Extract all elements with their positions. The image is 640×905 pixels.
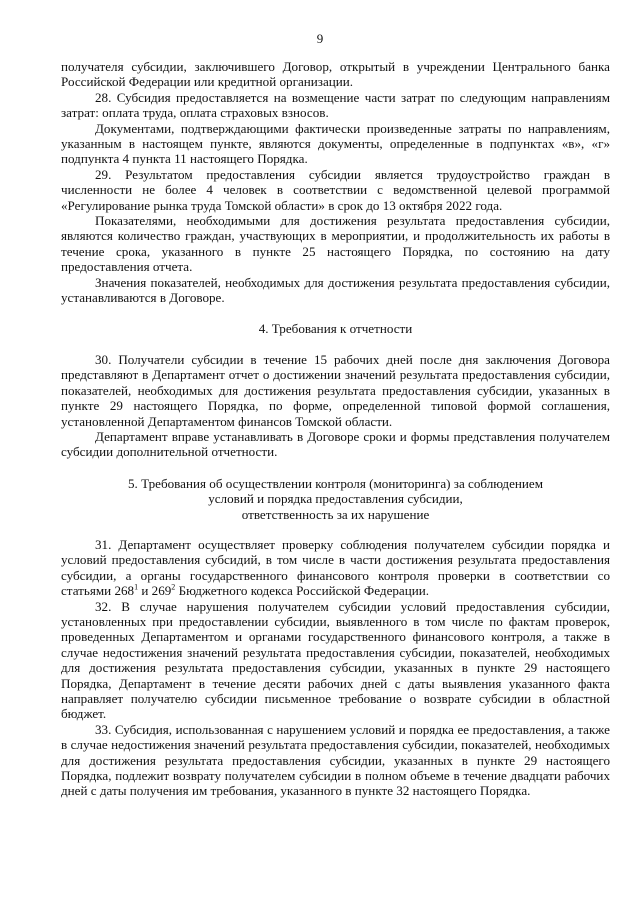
paragraph-31	[61, 537, 610, 599]
paragraph-33: 33. Субсидия, использованная с нарушением условий и порядка ее предоставления, а также в случае недостижения значений результата предоставления субсидии, показателей, необходимых для достижения результата предоставления субсидии, указанных в пункте 29 настоящего Порядка, подлежит возврату получателем субсидии в полном объеме в течение двадцати рабочих дней с даты получения им требования, указанного в пункте 32 настоящего Порядка.	[61, 721, 610, 799]
paragraph-31-text: 31. Департамент осуществляет проверку соблюдения получателем субсидии порядка и условий предоставления субсидий, в том числе в части достижения результата предоставления субсидии, а органы государственного финансового контроля проверки в соответствии со статьями 268	[61, 536, 610, 599]
paragraph-32: 32. В случае нарушения получателем субсидии условий предоставления субсидии, установленных при предоставлении субсидии, выявленного в том числе по фактам проверок, проведенных Департаментом и органами государственного финансового контроля, а также в случае недостижения значений результата предоставления субсидии, показателей, необходимых для достижения результата предоставления субсидии, указанных в пункте 29 настоящего Порядка, Департамент в течение десяти рабочих дней с даты выявления указанного факта направляет получателю субсидии письменное требование о возврате субсидии в областной бюджет.	[61, 598, 610, 722]
paragraph-additional-reporting: Департамент вправе устанавливать в Договоре сроки и формы представления получателем субсидии дополнительной отчетности.	[61, 428, 610, 460]
section-5-heading-line: условий и порядка предоставления субсидии,	[208, 491, 463, 507]
section-4-heading: 4. Требования к отчетности	[258, 320, 413, 336]
paragraph-30: 30. Получатели субсидии в течение 15 рабочих дней после дня заключения Договора представляют в Департамент отчет о достижении значений результата предоставления субсидии, показателей, необходимых для достижения результата предоставления субсидии, указанных в пункте 29 настоящего Порядка, по форме, определенной типовой формой соглашения, установленной Департаментом финансов Томской области.	[61, 351, 610, 429]
paragraph-continuation: получателя субсидии, заключившего Договор, открытый в учреждении Центрального банка Российской Федерации или кредитной организации.	[61, 59, 610, 90]
superscript: 1	[134, 582, 139, 592]
paragraph-29: 29. Результатом предоставления субсидии является трудоустройство граждан в численности не более 4 человек в соответствии с ведомственной целевой программой «Регулирование рынка труда Томской области» в срок до 13 октября 2022 года.	[61, 166, 610, 213]
paragraph-31-text: Бюджетного кодекса Российской Федерации.	[175, 583, 430, 599]
paragraph-31-text: и 269	[138, 583, 172, 599]
page-number: 9	[316, 31, 324, 46]
section-5-heading	[61, 476, 610, 522]
paragraph-indicator-values: Значения показателей, необходимых для достижения результата предоставления субсидии, устанавливаются в Договоре.	[61, 274, 610, 306]
document-body	[61, 59, 610, 799]
section-5-heading-line: 5. Требования об осуществлении контроля (мониторинга) за соблюдением	[128, 475, 543, 491]
paragraph-documents: Документами, подтверждающими фактически произведенные затраты по направлениям, указанным в настоящем пункте, являются документы, определенные в подпунктах «в», «г» подпункта 4 пункта 11 настоящего Порядка.	[61, 120, 610, 167]
paragraph-indicators: Показателями, необходимыми для достижения результата предоставления субсидии, являются количество граждан, участвующих в мероприятии, и продолжительность их работы в течение срока, указанного в пункте 25 настоящего Порядка, по состоянию на дату предоставления отчета.	[61, 213, 610, 275]
superscript: 2	[171, 582, 176, 592]
paragraph-28: 28. Субсидия предоставляется на возмещение части затрат по следующим направлениям затрат: оплата труда, оплата страховых взносов.	[61, 89, 610, 121]
section-5-heading-line: ответственность за их нарушение	[241, 506, 430, 522]
